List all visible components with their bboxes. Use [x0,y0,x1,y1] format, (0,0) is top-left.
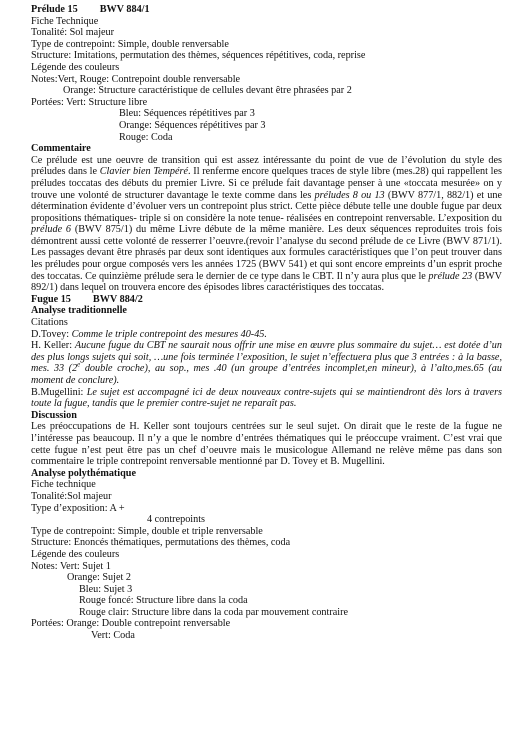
fugue-structure: Structure: Enoncés thématiques, permutations des thèmes, coda [31,537,291,549]
citations-heading: Citations [31,317,68,329]
prelude-tonalite: Tonalité: Sol majeur [31,27,115,39]
prelude-portees-3: Orange: Séquences répétitives par 3 [119,119,266,131]
fugue-notes-5: Rouge clair: Structure libre dans la coda par mouvement contraire [79,606,349,618]
text-run: Clavier bien Tempéré [99,166,189,178]
prelude-notes-2: Orange: Structure caractéristique de cellules devant être phrasées par 2 [63,85,352,97]
citation-mugellini [31,387,502,410]
text-run: prélude 23 [428,270,473,282]
text-run: Aucune fugue du CBT ne saurait nous offrir une mise en œuvre plus sommaire du sujet… est dotée d’un des plus longs sujets qui soit, …une fois terminée l’exposition, le sujet n’effectuera plus que 3 entrées : à la basse, mes. 33 (2 [31,340,502,375]
text-run: B.Mugellini: [31,386,87,398]
fugue-exposition-2: 4 contrepoints [147,514,206,526]
prelude-notes-1: Notes:Vert, Rouge: Contrepoint double renversable [31,73,241,85]
citation-keller [31,340,502,386]
text-run: e [77,361,81,370]
fugue-type: Type de contrepoint: Simple, double et triple renversable [31,525,263,537]
prelude-title [31,4,502,16]
fugue-title-bwv: BWV 884/2 [92,293,143,305]
fugue-portees-2: Vert: Coda [91,630,135,642]
prelude-fiche: Fiche Technique [31,15,99,27]
fugue-notes-4: Rouge foncé: Structure libre dans la coda [79,595,248,607]
prelude-title-bwv: BWV 884/1 [99,4,150,15]
prelude-portees-4: Rouge: Coda [119,131,173,143]
discussion-paragraph: Les préoccupations de H. Keller sont toujours centrées sur le seul sujet. On dirait que le reste de la fugue ne l’intéresse pas beaucoup. Il n’y a que le nombre d’entrées thématiques qui le préoccupe vraiment. C’est vrai que cette fugue n’est peut être pas un chef d’oeuvre mais le musicologue Allemand ne relève même pas dans son commentaire le triple contrepoint renversable mentionné par D. Tovey et B. Mugellini. [31,421,502,468]
text-run: (BWV 877/1, 882/1) et une détermination évidente d’évoluer vers un contrepoint plus strict. Cette pièce débute telle une double fugue par deux propositions thématiques- triple si on considère la note tenue- réalisées en contrepoint renversable. L’exposition du [31,189,502,224]
prelude-structure: Structure: Imitations, permutation des thèmes, séquences répétitives, coda, reprise [31,50,366,62]
fugue-title-name: Fugue 15 [31,293,71,305]
fugue-notes-2: Orange: Sujet 2 [67,572,131,584]
text-run: D.Tovey: [31,328,72,340]
analyse-traditionnelle-heading: Analyse traditionnelle [31,305,127,317]
text-run: Le sujet est accompagné ici de deux nouveaux contre-sujets qui se maintiendront dès lors à travers toute la fugue, tandis que le premier contre-sujet ne reparaît pas. [31,386,503,410]
prelude-type: Type de contrepoint: Simple, double renversable [31,38,229,50]
commentaire-heading: Commentaire [31,143,91,155]
fugue-fiche: Fiche technique [31,479,96,491]
fugue-exposition-1: Type d’exposition: A + [31,502,125,514]
text-run: prélude 6 [31,224,72,236]
text-run: (BWV 875/1) du même Livre débute de la même manière. Les deux séquences reproduites trois fois démontrent aussi cette volonté de resserrer l’oeuvre.(revoir l’analyse du second prélude de ce Livre (BWV 871/1). Les passages devant être phrasés par deux sont identiques aux formules caractéristiques que l’on peut trouver dans les préludes pour orgue composés vers les années 1725 (BWV 541) et qui sont encore empreints d’un esprit proche des toccatas. Ce quinzième prélude sera le dernier de ce type dans le CBT. Il n’y aura plus que le [31,224,502,282]
text-run: Comme le triple contrepoint des mesures 40-45. [71,328,267,340]
discussion-heading: Discussion [31,409,77,421]
fugue-notes-1: Notes: Vert: Sujet 1 [31,560,111,572]
text-run: H. Keller: [31,340,75,352]
fugue-legende: Légende des couleurs [31,548,120,560]
fugue-portees-1: Portées: Orange: Double contrepoint renversable [31,618,231,630]
text-run: . Il renferme encore quelques traces de style libre (mes.28) qui rappellent les préludes toccatas des débuts du premier Livre. Si ce prélude fait davantage penser à une «toccata mesurée» on y trouve une volonté de structurer davantage le texte comme dans les [31,166,502,201]
commentaire-paragraph [31,155,502,294]
fugue-tonalite: Tonalité:Sol majeur [31,490,112,502]
fugue-notes-3: Bleu: Sujet 3 [79,583,133,595]
text-run: double croche), au sop., mes .40 (un groupe d’entrées incomplet,en mineur), à l’alto,mes.65 (au moment de conclure). [31,363,502,386]
text-run: Ce prélude est une oeuvre de transition qui est assez intéressante du point de vue de l’évolution du style des préludes dans le [31,154,502,178]
analyse-polythematique-heading: Analyse polythématique [31,467,136,479]
prelude-title-name: Prélude 15 [31,4,78,15]
prelude-portees-1: Portées: Vert: Structure libre [31,96,148,108]
fugue-title [31,294,502,306]
text-run: (BWV 892/1) dans lequel on trouvera encore des épisodes libres caractéristiques des toccatas. [31,270,502,294]
citation-tovey [31,329,502,341]
prelude-portees-2: Bleu: Séquences répétitives par 3 [119,108,255,120]
text-run: préludes 8 ou 13 [314,189,385,201]
prelude-legende: Légende des couleurs [31,61,120,73]
